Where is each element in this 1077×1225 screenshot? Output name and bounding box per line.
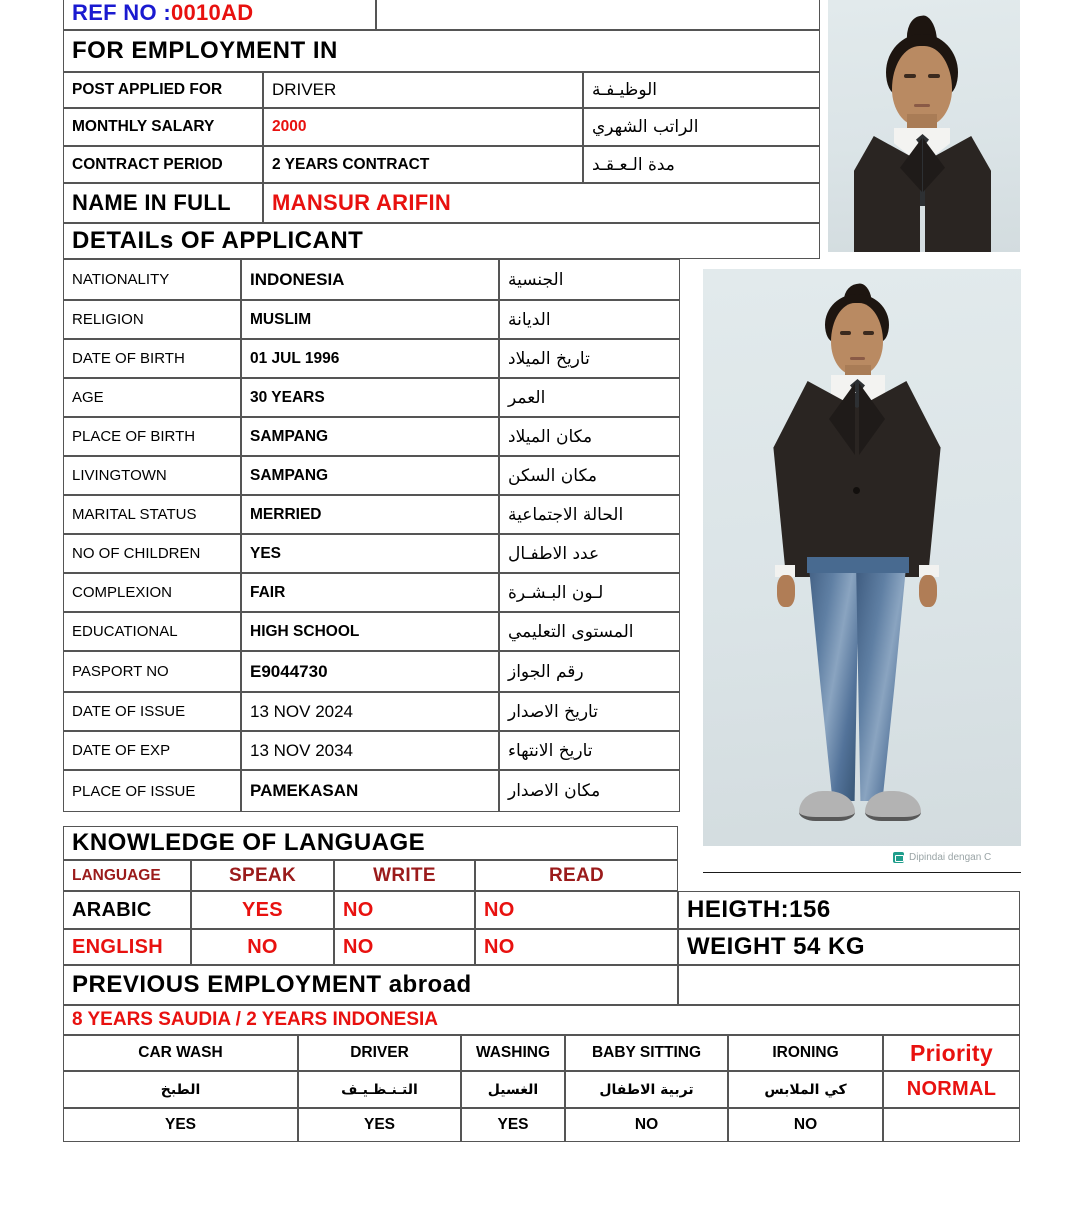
detail-value-6-text: MERRIED [250,505,322,523]
detail-label-3 [63,378,241,417]
detail-label-9-text: EDUCATIONAL [72,623,178,640]
section-title-text: FOR EMPLOYMENT IN [72,37,338,64]
skill-answer-0 [63,1108,298,1142]
detail-label-9 [63,612,241,651]
detail-arabic-5-text: مكان السكن [508,465,597,486]
language-arabic-read-text: NO [484,898,515,921]
language-header-language [63,860,191,891]
detail-value-5 [241,456,499,495]
monthly-salary-arabic-text: الراتب الشهري [592,117,699,137]
language-section-title [63,826,678,860]
skill-answer-3-text: NO [634,1116,659,1133]
detail-value-3-text: 30 YEARS [250,388,325,406]
skill-header-4-text: IRONING [772,1044,839,1061]
detail-arabic-2-text: تاريخ الميلاد [508,348,590,369]
language-header-write-text: WRITE [373,864,436,886]
skill-arabic-3 [565,1071,728,1108]
language-header-language-text: LANGUAGE [72,866,161,884]
skill-arabic-2 [461,1071,565,1108]
skill-answer-4-text: NO [793,1116,818,1133]
detail-label-5-text: LIVINGTOWN [72,467,167,484]
applicant-headshot-photo [828,0,1020,252]
skill-header-3-text: BABY SITTING [591,1044,702,1061]
detail-label-12-text: DATE OF EXP [72,742,171,759]
detail-value-0-text: INDONESIA [250,269,345,289]
name-in-full-value-text: MANSUR ARIFIN [272,190,452,215]
details-section-title [63,223,820,259]
language-title-text: KNOWLEDGE OF LANGUAGE [72,829,426,856]
detail-label-13 [63,770,241,812]
skill-answer-2 [461,1108,565,1142]
detail-value-8-text: FAIR [250,583,286,601]
detail-arabic-5 [499,456,680,495]
skill-header-0-text: CAR WASH [138,1044,223,1061]
skill-arabic-2-text: الغسيل [487,1081,539,1098]
detail-value-1 [241,300,499,339]
weight-cell [678,929,1020,965]
skill-header-2-text: WASHING [475,1044,551,1061]
skill-answer-4 [728,1108,883,1142]
detail-value-4 [241,417,499,456]
contract-period-arabic [583,146,820,183]
detail-arabic-11-text: تاريخ الاصدار [508,701,598,722]
detail-value-11 [241,692,499,731]
contract-period-arabic-text: مدة الـعـقـد [592,154,675,175]
detail-value-12-text: 13 NOV 2034 [250,740,354,760]
language-row-english-read [475,929,678,965]
skill-arabic-1 [298,1071,461,1108]
detail-label-12 [63,731,241,770]
detail-value-12 [241,731,499,770]
detail-label-1 [63,300,241,339]
photo-underline-rule [703,872,1021,873]
detail-value-6 [241,495,499,534]
monthly-salary-value-text: 2000 [272,118,307,135]
monthly-salary-label-text: MONTHLY SALARY [72,118,215,135]
language-header-read-text: READ [548,864,605,886]
post-applied-arabic [583,72,820,108]
employment-section-title [63,30,820,72]
detail-arabic-1-text: الديانة [508,309,551,330]
fullbody-jacket-button [853,487,860,494]
priority-label-text: Priority [910,1039,993,1066]
language-header-speak [191,860,334,891]
headshot-eye-right [928,74,940,78]
detail-value-13 [241,770,499,812]
detail-arabic-6 [499,495,680,534]
ref-no-cell [63,0,376,30]
ref-no-value: 0010AD [170,0,254,25]
language-row-arabic-name [63,891,191,929]
height-cell [678,891,1020,929]
detail-value-4-text: SAMPANG [250,427,329,445]
detail-label-10 [63,651,241,692]
details-title-text: DETAILs OF APPLICANT [72,227,364,254]
detail-value-1-text: MUSLIM [250,310,312,328]
post-applied-label [63,72,263,108]
detail-arabic-9 [499,612,680,651]
detail-arabic-4 [499,417,680,456]
language-english-write-text: NO [343,935,374,958]
ref-no-label: REF NO : [72,0,171,25]
language-row-english-name [63,929,191,965]
detail-value-9 [241,612,499,651]
detail-arabic-13 [499,770,680,812]
monthly-salary-value [263,108,583,146]
name-in-full-value [263,183,820,223]
detail-value-7-text: YES [250,544,282,562]
post-applied-label-text: POST APPLIED FOR [72,81,223,98]
language-row-english-speak [191,929,334,965]
post-applied-value-text: DRIVER [272,80,337,99]
language-english-read-text: NO [484,935,515,958]
priority-empty-cell [883,1108,1020,1142]
fullbody-hand-left [777,575,795,607]
detail-value-5-text: SAMPANG [250,466,329,484]
detail-label-4-text: PLACE OF BIRTH [72,428,196,445]
detail-arabic-11 [499,692,680,731]
name-in-full-label [63,183,263,223]
detail-label-11-text: DATE OF ISSUE [72,703,186,720]
detail-arabic-10 [499,651,680,692]
contract-period-label [63,146,263,183]
previous-employment-title-text: PREVIOUS EMPLOYMENT abroad [72,971,472,998]
skill-header-1 [298,1035,461,1071]
skill-arabic-3-text: تربية الاطفال [599,1081,694,1098]
detail-value-9-text: HIGH SCHOOL [250,622,360,640]
detail-value-13-text: PAMEKASAN [250,781,359,800]
skill-arabic-1-text: التـنـظـيـف [341,1081,418,1098]
monthly-salary-label [63,108,263,146]
detail-label-6-text: MARITAL STATUS [72,506,197,523]
detail-label-2 [63,339,241,378]
language-arabic-label: ARABIC [72,898,152,921]
detail-arabic-12-text: تاريخ الانتهاء [508,740,593,761]
detail-label-2-text: DATE OF BIRTH [72,350,185,367]
detail-arabic-13-text: مكان الاصدار [508,781,601,801]
skill-answer-3 [565,1108,728,1142]
weight-text: WEIGHT 54 KG [687,933,866,960]
detail-label-7-text: NO OF CHILDREN [72,545,201,562]
skill-answer-1 [298,1108,461,1142]
monthly-salary-arabic [583,108,820,146]
contract-period-value [263,146,583,183]
headshot-mouth [914,104,930,107]
fullbody-mouth [850,357,865,360]
fullbody-eye-right [863,331,874,335]
skill-arabic-0 [63,1071,298,1108]
detail-arabic-12 [499,731,680,770]
language-row-arabic-read [475,891,678,929]
post-applied-arabic-text: الوظيـفـة [592,80,658,100]
language-header-write [334,860,475,891]
detail-value-2 [241,339,499,378]
detail-arabic-0 [499,259,680,300]
ref-no-empty-cell [376,0,820,30]
contract-period-value-text: 2 YEARS CONTRACT [272,155,430,173]
language-arabic-speak-text: YES [242,898,283,921]
name-in-full-label-text: NAME IN FULL [72,190,231,215]
detail-arabic-8 [499,573,680,612]
detail-label-10-text: PASPORT NO [72,663,169,680]
height-text: HEIGTH:156 [687,896,831,923]
detail-arabic-2 [499,339,680,378]
previous-employment-experience-text: 8 YEARS SAUDIA / 2 YEARS INDONESIA [72,1009,439,1030]
detail-label-3-text: AGE [72,389,104,406]
detail-label-0-text: NATIONALITY [72,271,170,288]
skill-answer-2-text: YES [497,1116,529,1133]
fullbody-hand-right [919,575,937,607]
language-header-speak-text: SPEAK [229,864,296,886]
detail-arabic-4-text: مكان الميلاد [508,426,593,447]
detail-label-13-text: PLACE OF ISSUE [72,782,196,800]
language-row-arabic-write [334,891,475,929]
detail-arabic-1 [499,300,680,339]
detail-arabic-8-text: لـون البـشـرة [508,582,604,603]
skill-header-2 [461,1035,565,1071]
detail-arabic-3-text: العمر [508,387,546,408]
detail-value-11-text: 13 NOV 2024 [250,701,354,721]
priority-value-text: NORMAL [906,1078,997,1100]
skill-header-4 [728,1035,883,1071]
detail-label-8-text: COMPLEXION [72,584,173,601]
detail-label-7 [63,534,241,573]
language-english-speak-text: NO [247,935,278,958]
detail-value-3 [241,378,499,417]
skill-arabic-4-text: كي الملابس [764,1081,847,1098]
skill-header-1-text: DRIVER [350,1044,409,1061]
detail-value-0 [241,259,499,300]
detail-arabic-0-text: الجنسية [508,269,564,290]
language-arabic-write-text: NO [343,898,374,921]
headshot-eye-left [904,74,916,78]
detail-arabic-7-text: عدد الاطفـال [508,543,600,564]
detail-arabic-7 [499,534,680,573]
detail-arabic-3 [499,378,680,417]
detail-arabic-6-text: الحالة الاجتماعية [508,504,624,525]
detail-value-10 [241,651,499,692]
skill-header-3 [565,1035,728,1071]
detail-arabic-10-text: رقم الجواز [508,661,584,682]
detail-label-5 [63,456,241,495]
detail-label-11 [63,692,241,731]
skill-header-0 [63,1035,298,1071]
detail-value-7 [241,534,499,573]
language-header-read [475,860,678,891]
detail-label-1-text: RELIGION [72,311,144,328]
applicant-fullbody-photo [703,269,1021,846]
language-english-label: ENGLISH [72,935,163,958]
detail-value-10-text: E9044730 [250,661,328,681]
skill-arabic-0-text: الطبخ [160,1081,201,1098]
skill-answer-0-text: YES [164,1116,196,1133]
detail-label-8 [63,573,241,612]
language-row-arabic-speak [191,891,334,929]
previous-employment-title [63,965,678,1005]
detail-label-6 [63,495,241,534]
post-applied-value [263,72,583,108]
camscanner-icon-visible [893,852,904,863]
detail-value-2-text: 01 JUL 1996 [250,349,340,367]
skill-arabic-4 [728,1071,883,1108]
detail-value-8 [241,573,499,612]
detail-label-4 [63,417,241,456]
scanner-watermark-visible-text: Dipindai dengan C [909,852,992,863]
priority-label [883,1035,1020,1071]
detail-arabic-9-text: المستوى التعليمي [508,621,634,642]
contract-period-label-text: CONTRACT PERIOD [72,155,223,173]
previous-employment-experience [63,1005,1020,1035]
language-row-english-write [334,929,475,965]
previous-employment-empty-cell [678,965,1020,1005]
scanner-watermark-visible [893,852,991,863]
detail-label-0 [63,259,241,300]
priority-value [883,1071,1020,1108]
skill-answer-1-text: YES [363,1116,395,1133]
fullbody-eye-left [840,331,851,335]
fullbody-jeans-waist [807,557,909,573]
